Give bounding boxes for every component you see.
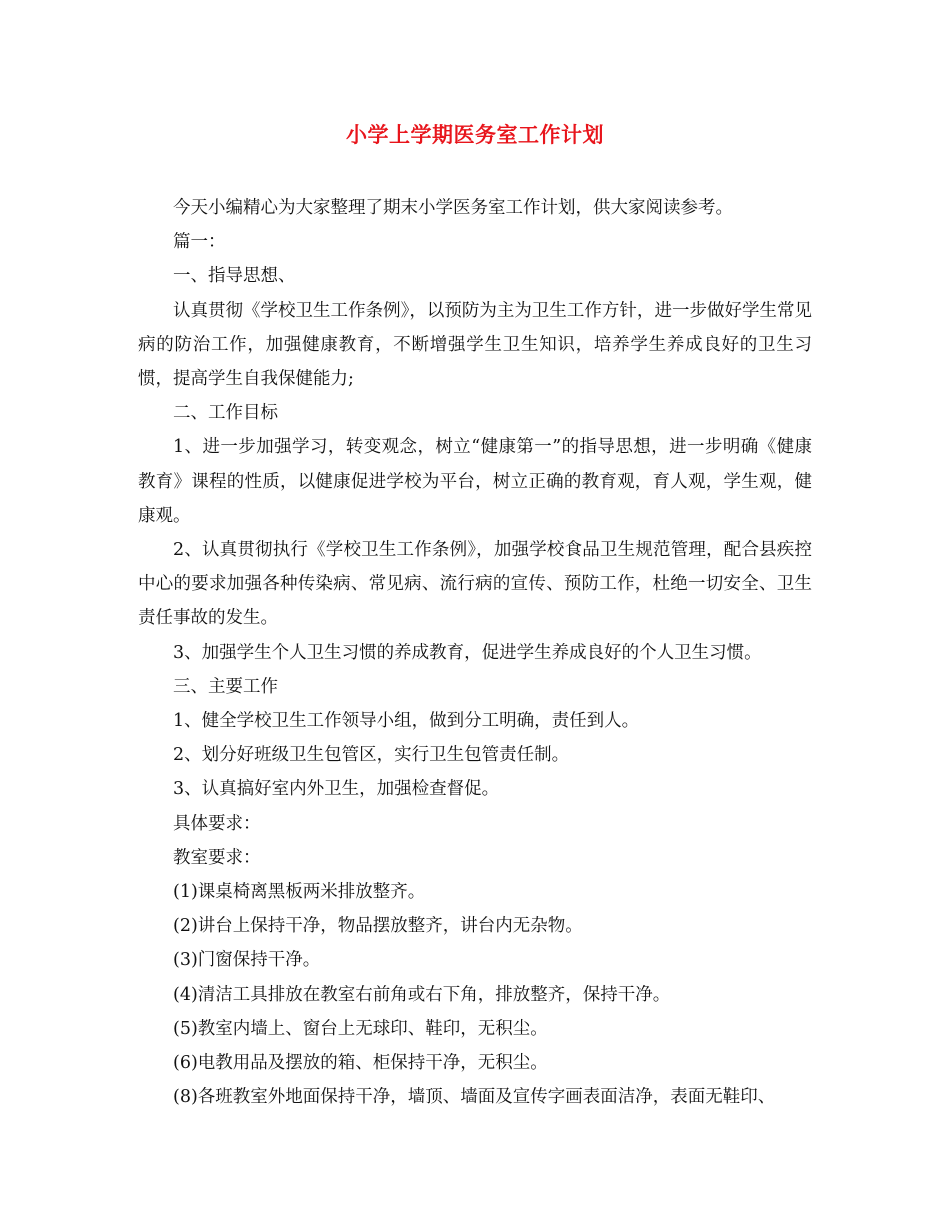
list-item-8: (8)各班教室外地面保持干净，墙顶、墙面及宣传字画表面洁净，表面无鞋印、: [173, 1087, 776, 1108]
list-item-6: (6)电教用品及摆放的箱、柜保持干净，无积尘。: [173, 1053, 548, 1074]
list-item-4: (4)清洁工具排放在教室右前角或右下角，排放整齐，保持干净。: [173, 984, 671, 1005]
list-item-5: (5)教室内墙上、窗台上无球印、鞋印，无积尘。: [173, 1018, 548, 1039]
heading-main-work: 三、主要工作: [173, 676, 278, 697]
paragraph-part-one: 篇一：: [173, 232, 226, 253]
document-body: [138, 191, 812, 1114]
paragraph-goal-3: 3、加强学生个人卫生习惯的养成教育，促进学生养成良好的个人卫生习惯。: [173, 642, 762, 663]
paragraph-work-1: 1、健全学校卫生工作领导小组，做到分工明确，责任到人。: [173, 711, 640, 732]
paragraph-intro: 今天小编精心为大家整理了期末小学医务室工作计划，供大家阅读参考。: [173, 198, 733, 218]
paragraph-goal-1: 1、进一步加强学习，转变观念，树立“健康第一”的指导思想，进一步明确《健康教育》课程的性质，以健康促进学校为平台，树立正确的教育观，育人观，学生观，健康观。: [138, 437, 812, 526]
paragraph-work-2: 2、划分好班级卫生包管区，实行卫生包管责任制。: [173, 745, 570, 766]
heading-requirements: 具体要求：: [173, 813, 261, 834]
heading-work-goals: 二、工作目标: [173, 403, 278, 424]
heading-classroom-requirements: 教室要求：: [173, 847, 261, 868]
list-item-3: (3)门窗保持干净。: [173, 950, 321, 971]
list-item-2: (2)讲台上保持干净，物品摆放整齐，讲台内无杂物。: [173, 916, 583, 937]
document-title: 小学上学期医务室工作计划: [346, 123, 604, 147]
paragraph-work-3: 3、认真搞好室内外卫生，加强检查督促。: [173, 779, 500, 800]
paragraph-guiding-thought: 认真贯彻《学校卫生工作条例》，以预防为主为卫生工作方针，进一步做好学生常见病的防治工作，加强健康教育，不断增强学生卫生知识，培养学生养成良好的卫生习惯，提高学生自我保健能力;: [138, 300, 812, 390]
list-item-1: (1)课桌椅离黑板两米排放整齐。: [173, 882, 426, 903]
heading-guiding-thought: 一、指导思想、: [173, 266, 296, 287]
paragraph-goal-2: 2、认真贯彻执行《学校卫生工作条例》，加强学校食品卫生规范管理，配合县疾控中心的要求加强各种传染病、常见病、流行病的宣传、预防工作，杜绝一切安全、卫生责任事故的发生。: [138, 540, 812, 629]
